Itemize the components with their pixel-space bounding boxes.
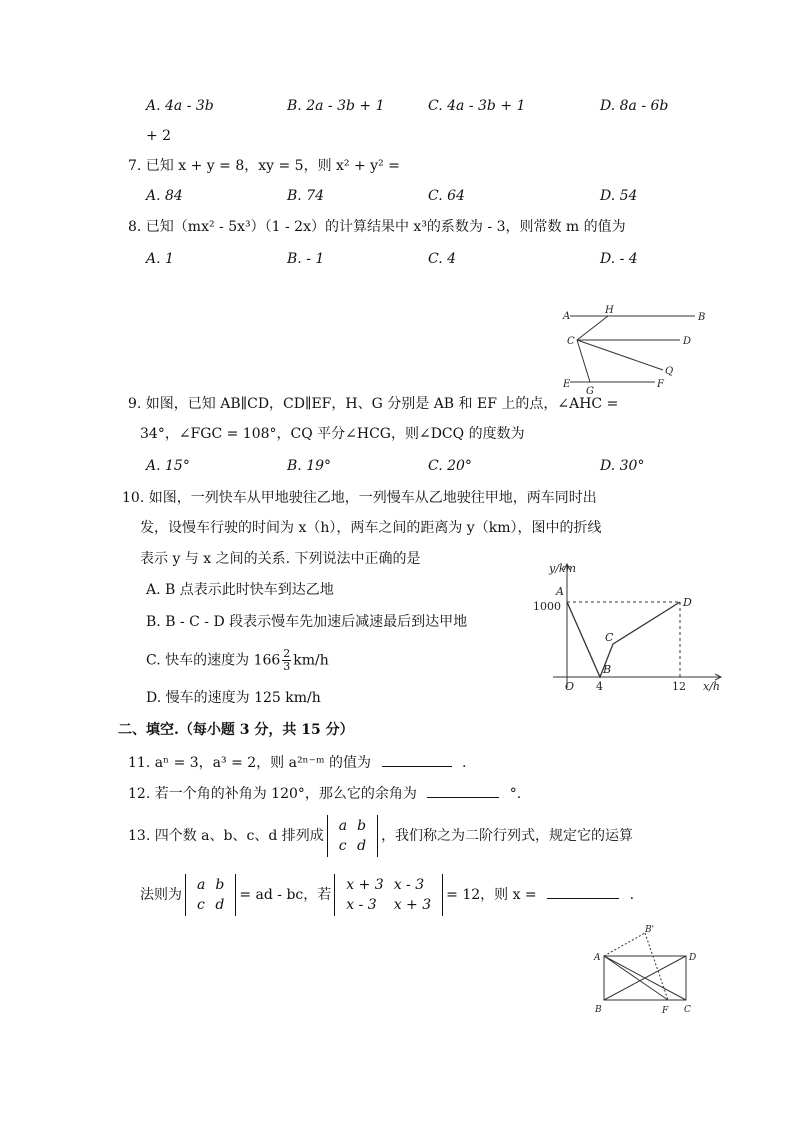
q9-stem-line1: 9. 如图，已知 AB∥CD，CD∥EF，H、G 分别是 AB 和 EF 上的点，∠AHC = xyxy=(128,396,619,412)
q13-text-2: ，我们称之为二阶行列式，规定它的运算 xyxy=(381,828,634,844)
q7-stem: 7. 已知 x + y = 8，xy = 5，则 x² + y² = xyxy=(128,158,400,174)
label-d: D xyxy=(683,336,692,347)
q13-rule-post: = 12，则 x = xyxy=(446,887,537,903)
rule-a: a xyxy=(197,877,206,893)
fig-label-a: A xyxy=(594,953,601,963)
q6-option-d: D. 8a - 6b xyxy=(600,98,669,114)
q13-rule-mid: = ad - bc，若 xyxy=(239,887,332,903)
graph-x-tick-12: 12 xyxy=(672,680,686,693)
q13-line2 xyxy=(140,872,634,918)
q13-line1 xyxy=(128,813,633,859)
q10-option-c-unit: km/h xyxy=(293,652,329,669)
q8-option-a: A. 1 xyxy=(146,251,174,267)
q12-text: 12. 若一个角的补角为 120°，那么它的余角为 xyxy=(128,786,417,802)
label-f: F xyxy=(657,379,664,390)
dotted-ab1 xyxy=(604,933,645,956)
label-g: G xyxy=(586,386,594,397)
q12 xyxy=(128,783,521,804)
fold-figure xyxy=(590,920,705,1020)
q12-answer-blank xyxy=(427,783,499,798)
q9-stem-line2: 34°，∠FGC = 108°，CQ 平分∠HCG，则∠DCQ 的度数为 xyxy=(140,426,525,442)
fraction-two-thirds xyxy=(282,648,291,673)
det-e21: x - 3 xyxy=(346,897,377,913)
segment-af xyxy=(604,956,668,1000)
fig-label-b1: B' xyxy=(645,925,655,935)
q6-option-a: A. 4a - 3b xyxy=(146,98,214,114)
q10-stem-line1: 10. 如图，一列快车从甲地驶往乙地，一列慢车从乙地驶往甲地，两车同时出 xyxy=(122,490,597,506)
label-b: B xyxy=(698,312,706,323)
rule-d: d xyxy=(215,897,225,913)
det-d: d xyxy=(357,838,367,854)
fig-label-c: C xyxy=(684,1005,691,1015)
q7-option-c: C. 64 xyxy=(428,188,465,204)
rule-b: b xyxy=(215,877,225,893)
graph-point-b: B xyxy=(603,663,612,676)
graph-point-a: A xyxy=(556,585,564,598)
segment-cg xyxy=(577,340,590,382)
q11 xyxy=(128,752,466,773)
q9-option-c: C. 20° xyxy=(428,458,472,474)
graph-y-tick-1000: 1000 xyxy=(533,600,561,613)
q11-end: . xyxy=(461,755,467,771)
q8-option-d: D. - 4 xyxy=(600,251,638,267)
q13-rule-pre: 法则为 xyxy=(140,887,182,903)
fraction-denominator: 3 xyxy=(283,660,291,673)
graph-point-c: C xyxy=(605,631,614,644)
q10-option-d: D. 慢车的速度为 125 km/h xyxy=(146,690,321,706)
segment-cq xyxy=(577,340,663,370)
determinant-x xyxy=(334,874,443,916)
q6-option-c: C. 4a - 3b + 1 xyxy=(428,98,526,114)
q6-option-b: B. 2a - 3b + 1 xyxy=(287,98,385,114)
det-e12: x - 3 xyxy=(393,877,425,893)
determinant-rule xyxy=(185,874,236,916)
dotted-b1f xyxy=(645,933,668,1000)
section-title-fill-in: 二、填空.（每小题 3 分，共 15 分） xyxy=(118,722,354,738)
q10-stem-line2: 发，设慢车行驶的时间为 x（h），两车之间的距离为 y（km），图中的折线 xyxy=(140,520,602,536)
graph-xlabel: x/h xyxy=(703,680,720,693)
graph-point-d: D xyxy=(683,596,692,609)
q10-stem-line3: 表示 y 与 x 之间的关系. 下列说法中正确的是 xyxy=(140,551,421,567)
label-q: Q xyxy=(665,366,674,377)
fig-label-f: F xyxy=(662,1006,669,1016)
label-h: H xyxy=(605,305,614,316)
det-a: a xyxy=(338,818,348,834)
label-e: E xyxy=(563,379,571,390)
det-e22: x + 3 xyxy=(393,897,432,913)
q13-text: 13. 四个数 a、b、c、d 排列成 xyxy=(128,828,324,844)
fig-label-d: D xyxy=(689,953,697,963)
distance-polyline xyxy=(567,602,680,677)
q7-option-d: D. 54 xyxy=(600,188,638,204)
q8-stem: 8. 已知（mx² - 5x³）（1 - 2x）的计算结果中 x³的系数为 - 3，则常数 m 的值为 xyxy=(128,219,626,235)
q9-option-d: D. 30° xyxy=(600,458,645,474)
q7-option-b: B. 74 xyxy=(287,188,325,204)
fig-label-b: B xyxy=(595,1005,602,1015)
graph-origin: O xyxy=(565,680,575,693)
segment-ch xyxy=(577,316,608,340)
q8-option-c: C. 4 xyxy=(428,251,457,267)
determinant-abcd xyxy=(327,815,378,857)
q10-graph xyxy=(525,558,730,700)
q11-answer-blank xyxy=(382,752,452,767)
q7-option-a: A. 84 xyxy=(146,188,183,204)
rule-c: c xyxy=(197,897,205,913)
label-c: C xyxy=(567,336,575,347)
q13-end: . xyxy=(629,887,635,903)
q8-option-b: B. - 1 xyxy=(287,251,325,267)
label-a: A xyxy=(563,311,571,322)
fraction-numerator: 2 xyxy=(283,647,291,660)
q13-answer-blank xyxy=(547,884,619,899)
q6-option-d-continued: + 2 xyxy=(146,128,172,144)
det-b: b xyxy=(357,818,367,834)
q10-option-a: A. B 点表示此时快车到达乙地 xyxy=(146,582,334,598)
q10-option-b: B. B - C - D 段表示慢车先加速后减速最后到达甲地 xyxy=(146,614,468,630)
q10-option-c-text: C. 快车的速度为 166 xyxy=(146,652,281,669)
q9-option-a: A. 15° xyxy=(146,458,190,474)
graph-x-tick-4: 4 xyxy=(596,680,603,693)
q12-end: °. xyxy=(509,786,522,802)
det-c: c xyxy=(338,838,347,854)
q11-text: 11. aⁿ = 3，a³ = 2，则 a²ⁿ⁻ᵐ 的值为 xyxy=(128,755,372,771)
q9-option-b: B. 19° xyxy=(287,458,332,474)
det-e11: x + 3 xyxy=(346,877,384,893)
q9-figure xyxy=(555,300,715,400)
q10-option-c xyxy=(146,648,329,673)
graph-ylabel: y/km xyxy=(549,562,577,575)
